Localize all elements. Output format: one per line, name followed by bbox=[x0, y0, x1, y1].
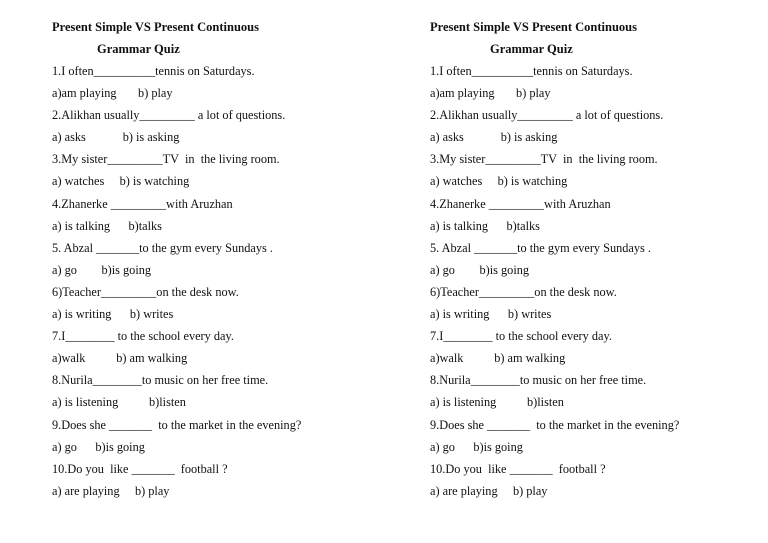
quiz-column-left bbox=[52, 16, 392, 502]
question-2-options: a) asks b) is asking bbox=[52, 130, 180, 145]
quiz-title: Present Simple VS Present Continuous bbox=[430, 20, 637, 34]
question-6-text: 6)Teacher_________on the desk now. bbox=[430, 284, 617, 299]
question-4-options: a) is talking b)talks bbox=[52, 218, 162, 233]
question-6-text: 6)Teacher_________on the desk now. bbox=[52, 284, 239, 299]
question-3-options: a) watches b) is watching bbox=[52, 174, 190, 189]
question-4-text: 4.Zhanerke _________with Aruzhan bbox=[52, 196, 233, 211]
question-9-text: 9.Does she _______ to the market in the evening? bbox=[430, 417, 680, 432]
question-1-text: 1.I often__________tennis on Saturdays. bbox=[430, 64, 633, 78]
question-2-options: a) asks b) is asking bbox=[430, 130, 558, 145]
question-10-text: 10.Do you like _______ football ? bbox=[52, 461, 228, 476]
question-8-text: 8.Nurila________to music on her free time. bbox=[430, 373, 647, 388]
question-6-options: a) is writing b) writes bbox=[52, 307, 174, 322]
question-4-text: 4.Zhanerke _________with Aruzhan bbox=[430, 196, 611, 211]
quiz-subtitle: Grammar Quiz bbox=[490, 42, 573, 56]
question-8-options: a) is listening b)listen bbox=[430, 395, 564, 410]
quiz-column-right bbox=[430, 16, 768, 502]
question-9-text: 9.Does she _______ to the market in the evening? bbox=[52, 417, 302, 432]
question-5-options: a) go b)is going bbox=[430, 262, 530, 277]
question-7-text: 7.I________ to the school every day. bbox=[52, 329, 234, 344]
question-8-options: a) is listening b)listen bbox=[52, 395, 186, 410]
question-7-options: a)walk b) am walking bbox=[52, 351, 188, 366]
question-9-options: a) go b)is going bbox=[52, 439, 145, 454]
question-3-text: 3.My sister_________TV in the living room. bbox=[52, 152, 280, 167]
question-5-text: 5. Abzal _______to the gym every Sundays . bbox=[430, 240, 651, 255]
question-5-options: a) go b)is going bbox=[52, 262, 152, 277]
question-5-text: 5. Abzal _______to the gym every Sundays . bbox=[52, 240, 273, 255]
question-10-text: 10.Do you like _______ football ? bbox=[430, 461, 606, 476]
question-7-options: a)walk b) am walking bbox=[430, 351, 566, 366]
question-7-text: 7.I________ to the school every day. bbox=[430, 329, 612, 344]
question-1-options: a)am playing b) play bbox=[430, 86, 551, 101]
question-9-options: a) go b)is going bbox=[430, 439, 523, 454]
question-6-options: a) is writing b) writes bbox=[430, 307, 552, 322]
quiz-title: Present Simple VS Present Continuous bbox=[52, 20, 259, 34]
question-4-options: a) is talking b)talks bbox=[430, 218, 540, 233]
question-1-options: a)am playing b) play bbox=[52, 86, 173, 101]
question-10-options: a) are playing b) play bbox=[52, 483, 170, 498]
question-8-text: 8.Nurila________to music on her free time. bbox=[52, 373, 269, 388]
question-1-text: 1.I often__________tennis on Saturdays. bbox=[52, 64, 255, 78]
question-3-text: 3.My sister_________TV in the living room. bbox=[430, 152, 658, 167]
question-3-options: a) watches b) is watching bbox=[430, 174, 568, 189]
quiz-subtitle: Grammar Quiz bbox=[97, 42, 180, 56]
question-2-text: 2.Alikhan usually_________ a lot of questions. bbox=[430, 108, 664, 123]
question-2-text: 2.Alikhan usually_________ a lot of questions. bbox=[52, 108, 286, 123]
question-10-options: a) are playing b) play bbox=[430, 483, 548, 498]
